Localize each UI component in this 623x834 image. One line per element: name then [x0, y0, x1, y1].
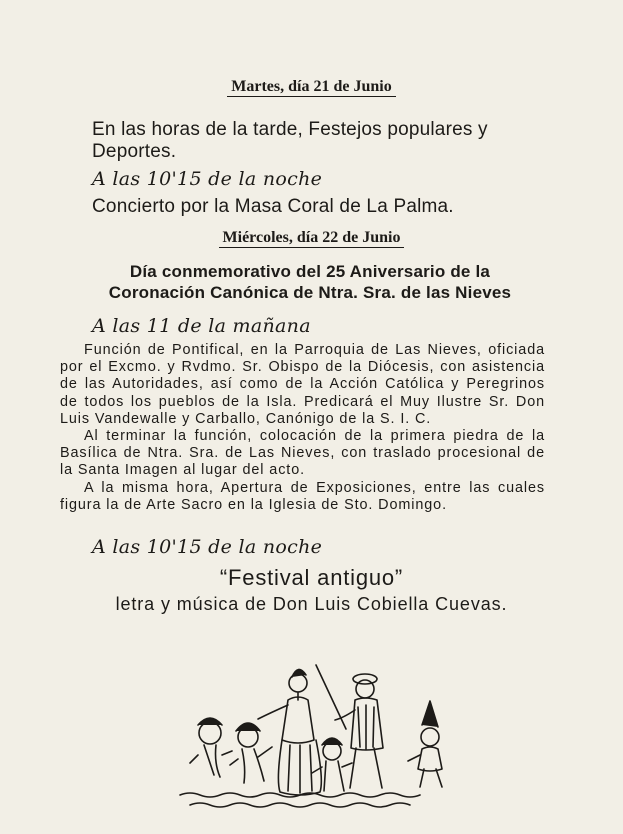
festival-title: “Festival antiguo”	[219, 565, 404, 590]
martes-line-1: En las horas de la tarde, Festejos populares y	[92, 119, 488, 140]
festival-credit: letra y música de Don Luis Cobiella Cuevas.	[115, 594, 508, 614]
miercoles-morning-details	[60, 342, 545, 514]
martes-concert: Concierto por la Masa Coral de La Palma.	[92, 196, 454, 217]
exhibitions-paragraph: A la misma hora, Apertura de Exposiciones, entre las cuales figura la de Arte Sacro en la Iglesia de Sto. Domingo.	[60, 479, 545, 513]
day-heading-text: Miércoles, día 22 de Junio	[219, 229, 405, 248]
commemoration-title-line-1: Día conmemorativo del 25 Aniversario de la	[129, 262, 491, 281]
martes-time: A las 10'15 de la noche	[92, 168, 323, 190]
miercoles-night-time: A las 10'15 de la noche	[92, 536, 323, 558]
commemoration-title-line-2: Coronación Canónica de Ntra. Sra. de las Nieves	[108, 283, 512, 302]
martes-line-2: Deportes.	[92, 141, 177, 162]
day-heading-text: Martes, día 21 de Junio	[227, 78, 395, 97]
miercoles-morning-time: A las 11 de la mañana	[92, 315, 311, 337]
pontifical-paragraph: Función de Pontifical, en la Parroquia de Las Nieves, oficiada por el Excmo. y Rvdmo. Sr. Obispo de la Diócesis, con asistencia de las Autoridades, así como de la Acción Católica y Peregrinos de todos los pueblos de la Isla. Predicará el Muy Ilustre Sr. Don Luis Vandewalle y Carballo, Canónigo de la S. I. C.	[60, 342, 545, 427]
procession-illustration	[160, 655, 460, 815]
day-heading-martes	[0, 78, 623, 96]
first-stone-paragraph: Al terminar la función, colocación de la primera piedra de la Basílica de Ntra. Sra. de Las Nieves, con traslado procesional de la Santa Imagen al lugar del acto.	[60, 428, 545, 479]
day-heading-miercoles	[0, 229, 623, 247]
